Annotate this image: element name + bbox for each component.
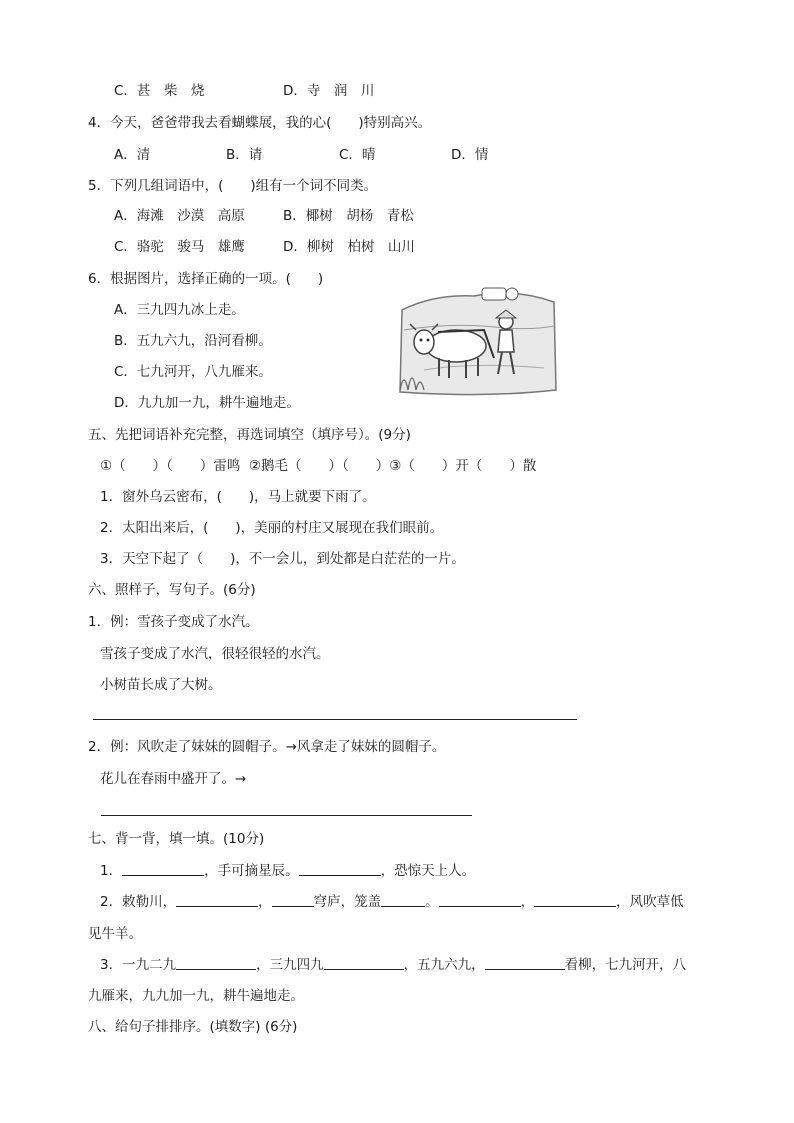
q6-stem: 6．根据图片，选择正确的一项。( ) <box>88 271 324 287</box>
q5-option-a: A．海滩 沙漠 高原 <box>114 208 245 224</box>
blank-9[interactable] <box>324 955 404 970</box>
l3-text-a: 3．一九二九 <box>100 957 177 973</box>
q5-option-b: B．椰树 胡杨 青松 <box>283 208 414 224</box>
l3-text-b: ，三九四九 <box>256 957 324 973</box>
section5-item-1: 1．窗外乌云密布，( )，马上就要下雨了。 <box>100 489 376 505</box>
q6-option-d: D．九九加一九，耕牛遍地走。 <box>114 395 300 411</box>
l1-text-b: ，手可摘星辰。 <box>204 863 299 879</box>
q4-option-a: A．清 <box>114 147 151 163</box>
blank-6[interactable] <box>439 892 521 907</box>
q4-option-c: C．晴 <box>339 147 376 163</box>
blank-10[interactable] <box>485 955 565 970</box>
q5-option-d: D．柳树 柏树 山川 <box>283 239 415 255</box>
l2-text-a: 2．敕勒川， <box>100 894 177 910</box>
l2-text-d: 。 <box>425 894 439 910</box>
blank-8[interactable] <box>176 955 256 970</box>
q4-option-d: D．情 <box>451 147 489 163</box>
section5-word-blanks: ①（ ）（ ）雷鸣 ②鹅毛（ ）（ ）③（ ）开（ ）散 <box>100 458 537 474</box>
q3-option-c: C．甚 柴 烧 <box>114 83 205 99</box>
l2-text-e: ， <box>520 894 535 910</box>
section6-heading: 六、照样子，写句子。(6分) <box>88 582 256 598</box>
section6-example1-task: 小树苗长成了大树。 <box>100 677 222 693</box>
l2-text-f: ，风吹草低 <box>616 894 684 910</box>
section6-example1: 1．例：雪孩子变成了水汽。 <box>88 614 259 630</box>
q6-option-a: A．三九四九冰上走。 <box>114 302 245 318</box>
answer-line-2[interactable] <box>101 815 472 816</box>
section6-example2: 2．例：风吹走了妹妹的圆帽子。→风拿走了妹妹的圆帽子。 <box>88 739 446 755</box>
l2-text-b: ， <box>258 894 272 910</box>
q5-stem: 5．下列几组词语中，( )组有一个词不同类。 <box>88 178 378 194</box>
l2-text-c: 穹庐，笼盖 <box>313 894 382 910</box>
q3-option-d: D．寺 润 川 <box>283 83 375 99</box>
section8-heading: 八、给句子排排序。(填数字) (6分) <box>88 1019 298 1035</box>
section7-line-3-cont: 九雁来，九九加一九，耕牛遍地走。 <box>88 988 304 1004</box>
l1-text-c: ，恐惊天上人。 <box>380 863 476 879</box>
q4-stem: 4．今天，爸爸带我去看蝴蝶展，我的心( )特别高兴。 <box>88 115 432 131</box>
section7-heading: 七、背一背，填一填。(10分) <box>88 831 265 847</box>
section5-item-2: 2．太阳出来后，( )，美丽的村庄又展现在我们眼前。 <box>100 520 444 536</box>
section6-example2-task: 花儿在春雨中盛开了。→ <box>100 771 247 787</box>
blank-2[interactable] <box>299 861 381 876</box>
blank-3[interactable] <box>176 892 258 907</box>
section7-line-1 <box>100 861 475 881</box>
blank-5[interactable] <box>381 892 425 907</box>
answer-line-1[interactable] <box>93 719 577 720</box>
blank-1[interactable] <box>122 861 204 876</box>
q4-option-b: B．请 <box>226 147 263 163</box>
q6-option-b: B．五九六九，沿河看柳。 <box>114 333 272 349</box>
section5-item-3: 3．天空下起了（ )，不一会儿，到处都是白茫茫的一片。 <box>100 551 465 567</box>
l3-text-d: 看柳，七九河开，八 <box>564 957 687 973</box>
section5-heading: 五、先把词语补充完整，再选词填空（填序号）。(9分) <box>88 427 411 443</box>
l1-num: 1． <box>100 863 123 879</box>
q5-option-c: C．骆驼 骏马 雄鹰 <box>114 239 245 255</box>
l3-text-c: ，五九六九， <box>403 957 485 973</box>
section7-line-2 <box>100 892 684 912</box>
q6-option-c: C．七九河开，八九雁来。 <box>114 364 272 380</box>
blank-7[interactable] <box>534 892 616 907</box>
section7-line-3 <box>100 955 686 975</box>
section7-line-2-cont: 见牛羊。 <box>88 926 142 942</box>
section6-example1-model: 雪孩子变成了水汽，很轻很轻的水汽。 <box>100 646 330 662</box>
farmer-with-ox-illustration <box>394 280 558 398</box>
blank-4[interactable] <box>272 892 314 907</box>
